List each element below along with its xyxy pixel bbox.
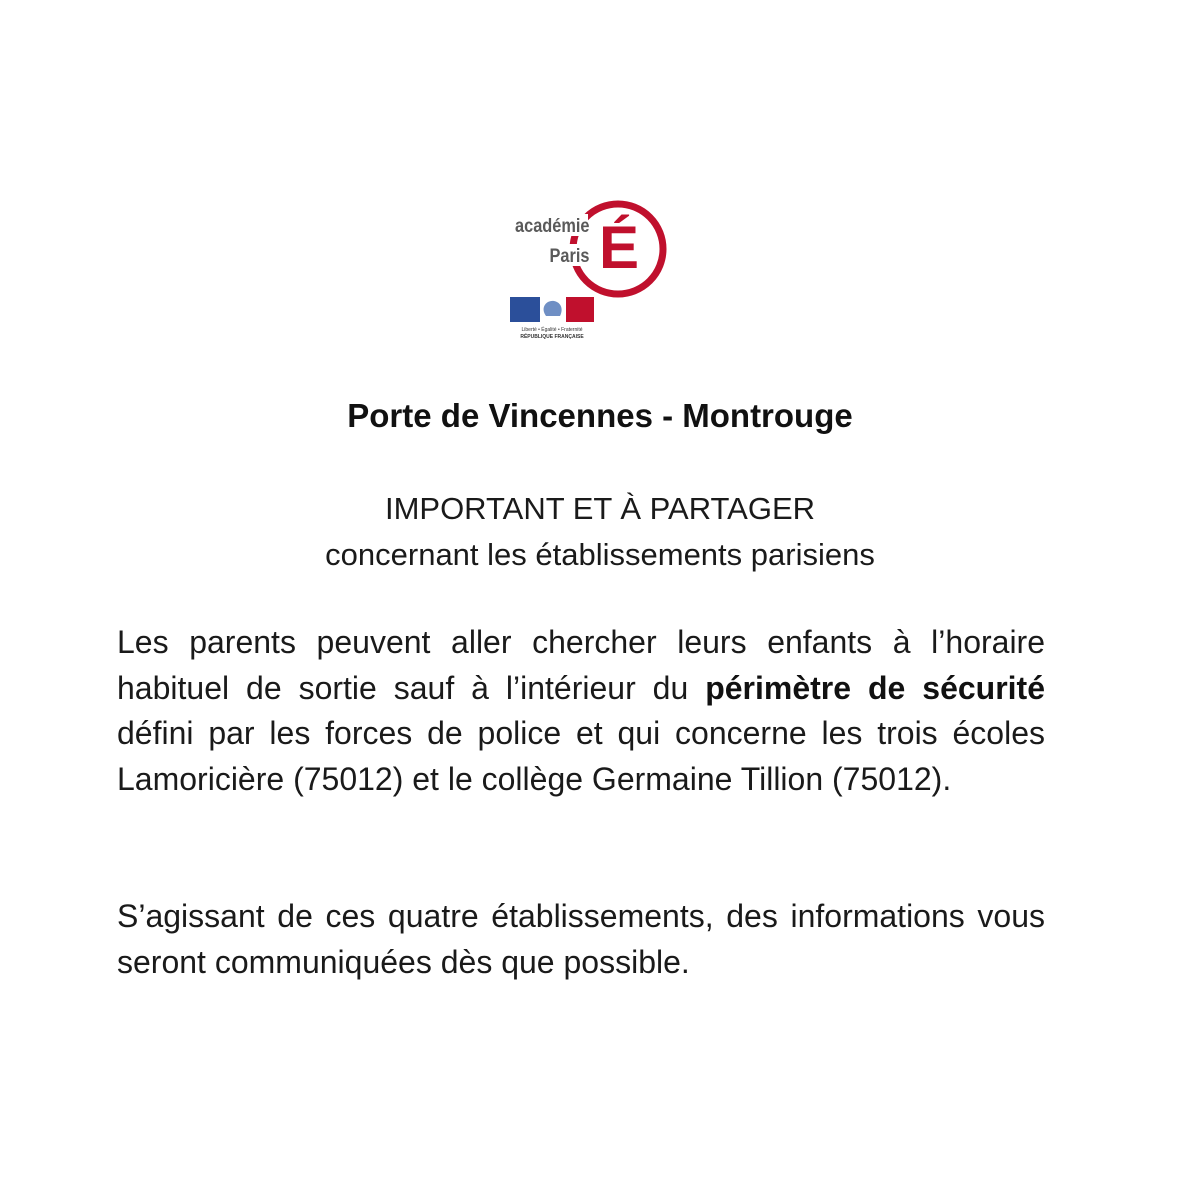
security-perimeter-emphasis: périmètre de sécurité <box>705 669 1045 706</box>
republique-francaise-emblem <box>510 297 594 340</box>
emblem-motto: Liberté • Égalité • Fraternité <box>521 327 583 333</box>
logo-word-paris: Paris <box>549 244 590 267</box>
notice-paragraph-1 <box>117 620 1045 802</box>
logo-word-academie: académie <box>515 214 590 237</box>
paragraph-1-start: Les parents peuvent aller chercher leurs enfants à l’horaire habituel de sortie sauf à l’intérieur du <box>117 624 1045 706</box>
emblem-republic: RÉPUBLIQUE FRANÇAISE <box>520 334 584 340</box>
notice-subtitle-line1: IMPORTANT ET À PARTAGER <box>384 491 816 526</box>
notice-subtitle-line2: concernant les établissements parisiens <box>325 537 875 572</box>
notice-title: Porte de Vincennes - Montrouge <box>347 397 853 434</box>
logo-letter: É <box>598 214 640 281</box>
academie-paris-logo <box>488 170 678 350</box>
notice-paragraph-2: S’agissant de ces quatre établissements, des informations vous seront communiquées dès que possible. <box>117 898 1045 980</box>
paragraph-1-end: défini par les forces de police et qui concerne les trois écoles Lamoricière (75012) et le collège Germaine Tillion (75012). <box>117 715 1045 797</box>
academie-paris-logo-mark <box>488 170 678 350</box>
notice-subtitle <box>0 486 1200 578</box>
